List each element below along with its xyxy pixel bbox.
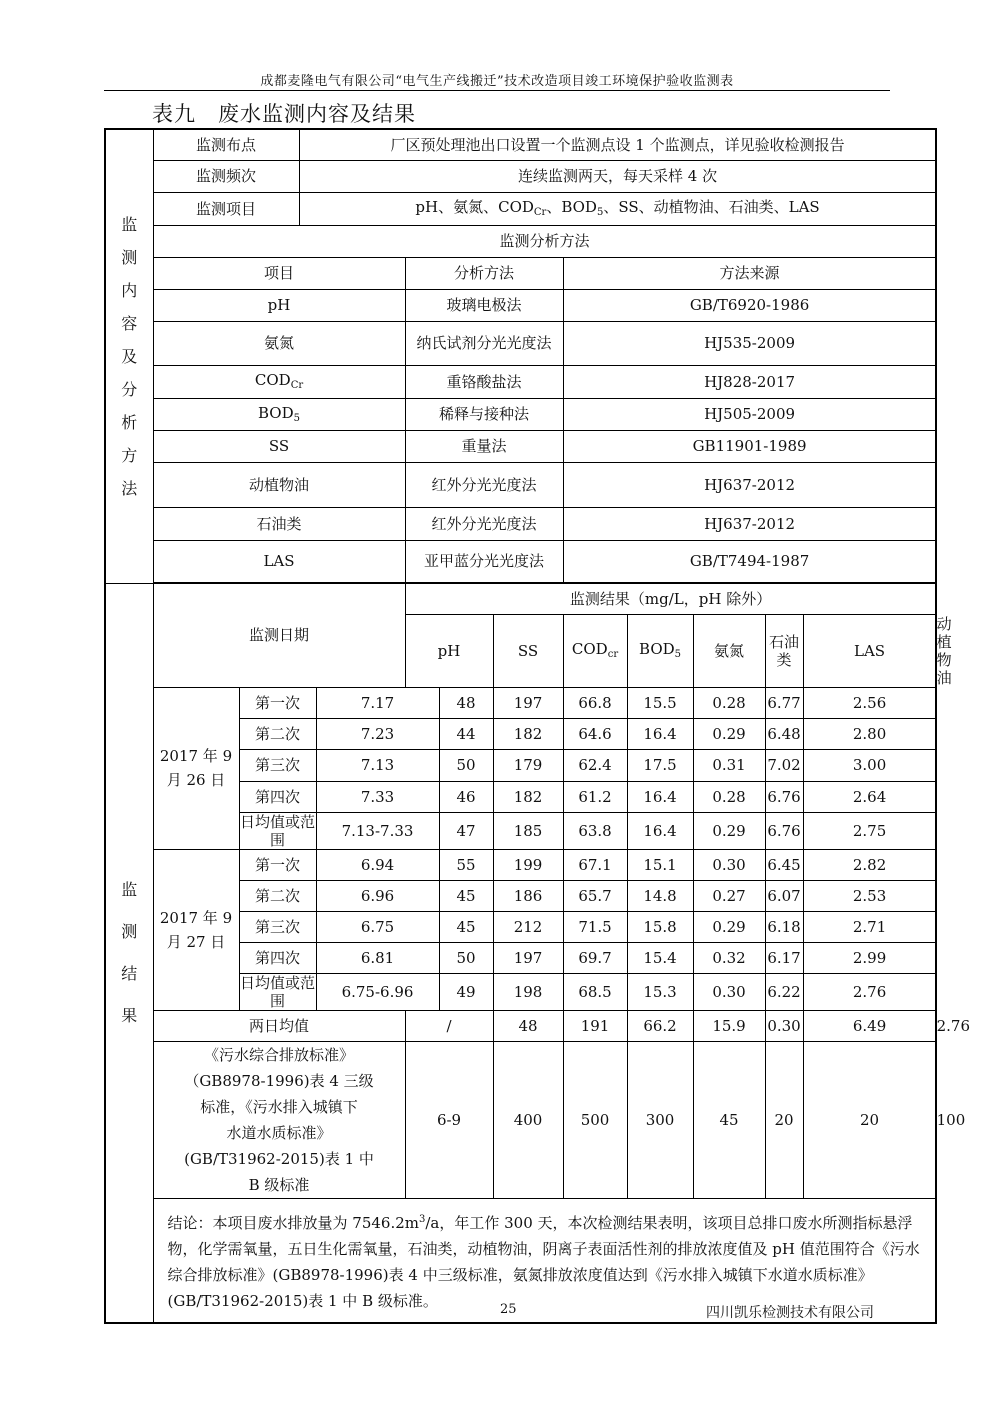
standard-row: 《污水综合排放标准》 （GB8978-1996)表 4 三级 标准，《污水排入城镇下 水道水质标准》 (GB/T31962-2015)表 1 中 B 级标准 6-9 400 500 300 45 20 20 100 xyxy=(105,1041,936,1198)
date-day1: 2017 年 9 月 26 日 xyxy=(153,687,239,849)
table-row: 2017 年 9 月 27 日 第一次 6.94 55 199 67.1 15.1 0.30 6.45 2.82 xyxy=(105,849,936,880)
table-row: 第四次 6.81 50 197 69.7 15.4 0.32 6.17 2.99 xyxy=(105,942,936,973)
monitoring-items-value: pH、氨氮、$COD_{Cr}$、$BOD_5$、SS、动植物油、石油类、LAS xyxy=(299,192,936,225)
footer-company: 四川凯乐检测技术有限公司 xyxy=(706,1305,874,1321)
methods-header-method: 分析方法 xyxy=(405,257,563,289)
methods-title: 监测分析方法 xyxy=(153,225,936,257)
monitoring-point-value: 厂区预处理池出口设置一个监测点设 1 个监测点，详见验收检测报告 xyxy=(299,129,936,160)
monitoring-items-label: 监测项目 xyxy=(153,192,299,225)
two-day-average-row: 两日均值 / 48 191 66.2 15.9 0.30 6.49 2.76 xyxy=(105,1010,936,1041)
table-row: 第二次 7.23 44 182 64.6 16.4 0.29 6.48 2.80 xyxy=(105,718,936,749)
method-row: $BOD_5$ 稀释与接种法 HJ505-2009 xyxy=(105,398,936,430)
method-row: 动植物油 红外分光光度法 HJ637-2012 xyxy=(105,462,936,507)
side-label-methods: 监 测 内 容 及 分 析 方 法 xyxy=(105,129,153,583)
monitoring-frequency-label: 监测频次 xyxy=(153,160,299,192)
method-row: LAS 亚甲蓝分光光度法 GB/T7494-1987 xyxy=(105,540,936,582)
section-title: 表九 废水监测内容及结果 xyxy=(152,102,416,126)
date-header: 监测日期 xyxy=(153,583,405,687)
side-label-results: 监 测 结 果 xyxy=(105,583,153,1323)
table-row: 第三次 6.75 45 212 71.5 15.8 0.29 6.18 2.71 xyxy=(105,911,936,942)
table-row: 第二次 6.96 45 186 65.7 14.8 0.27 6.07 2.53 xyxy=(105,880,936,911)
header-rule xyxy=(104,90,890,91)
result-header: 监测结果（mg/L，pH 除外） xyxy=(405,583,936,614)
methods-header-source: 方法来源 xyxy=(563,257,936,289)
table-row: 日均值或范围 7.13-7.33 47 185 63.8 16.4 0.29 6.76 2.75 xyxy=(105,812,936,849)
standard-description: 《污水综合排放标准》 （GB8978-1996)表 4 三级 标准，《污水排入城镇下 水道水质标准》 (GB/T31962-2015)表 1 中 B 级标准 xyxy=(153,1041,405,1198)
method-row: 氨氮 纳氏试剂分光光度法 HJ535-2009 xyxy=(105,321,936,365)
method-row: SS 重量法 GB11901-1989 xyxy=(105,430,936,462)
monitoring-point-label: 监测布点 xyxy=(153,129,299,160)
method-row: pH 玻璃电极法 GB/T6920-1986 xyxy=(105,289,936,321)
table-row: 第三次 7.13 50 179 62.4 17.5 0.31 7.02 3.00 xyxy=(105,749,936,781)
wastewater-monitoring-table xyxy=(104,128,971,1324)
method-row: $COD_{Cr}$ 重铬酸盐法 HJ828-2017 xyxy=(105,365,936,398)
table-row: 第四次 7.33 46 182 61.2 16.4 0.28 6.76 2.64 xyxy=(105,781,936,812)
conclusion: 结论：本项目废水排放量为 $7546.2m^3/a$，年工作 300 天，本次检测结果表明，该项目总排口废水所测指标悬浮物，化学需氧量，五日生化需氧量，石油类，动植物油，阴离子表面活性剂的排放浓度值及 pH 值范围符合《污水综合排放标准》(GB8978-1996)表 4 中三级标准，氨氮排放浓度值达到《污水排入城镇下水道水质标准》(GB/T31962-2015)表 1 中 B 级标准。 xyxy=(153,1198,936,1323)
monitoring-frequency-value: 连续监测两天，每天采样 4 次 xyxy=(299,160,936,192)
table-row: 2017 年 9 月 26 日 第一次 7.17 48 197 66.8 15.5 0.28 6.77 2.56 xyxy=(105,687,936,718)
document-header: 成都麦隆电气有限公司“电气生产线搬迁”技术改造项目竣工环境保护验收监测表 xyxy=(260,74,734,89)
date-day2: 2017 年 9 月 27 日 xyxy=(153,849,239,1010)
table-row: 日均值或范围 6.75-6.96 49 198 68.5 15.3 0.30 6.22 2.76 xyxy=(105,973,936,1010)
result-column-headers: pH SS $COD_{cr}$ $BOD_5$ 氨氮 石油类 LAS 动植物油 xyxy=(105,614,936,687)
page-number: 25 xyxy=(500,1302,517,1317)
method-row: 石油类 红外分光光度法 HJ637-2012 xyxy=(105,507,936,540)
methods-header-item: 项目 xyxy=(153,257,405,289)
